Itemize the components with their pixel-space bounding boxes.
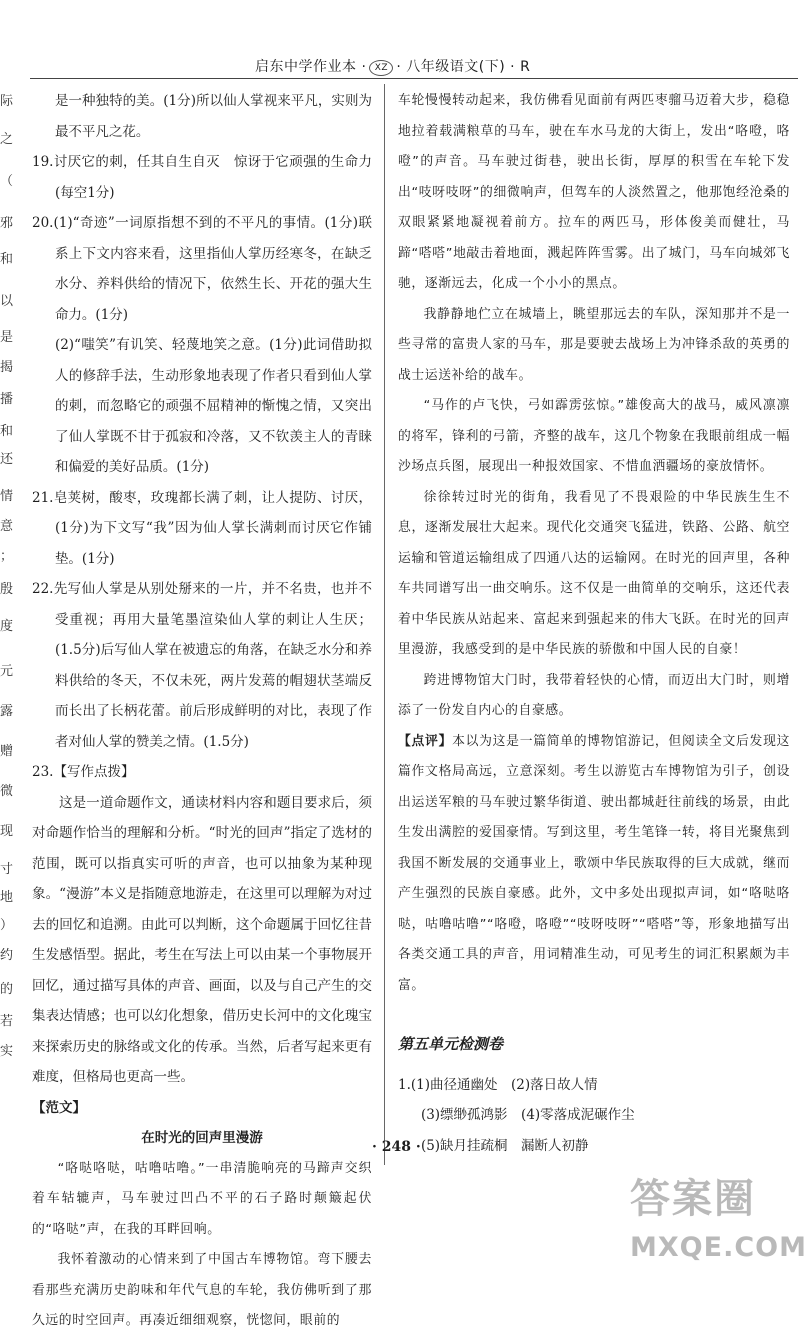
comment-label: 【点评】 bbox=[398, 733, 453, 749]
margin-fragment: ； bbox=[0, 549, 14, 564]
margin-fragment: 露 bbox=[0, 704, 14, 719]
margin-fragment: 揭 bbox=[0, 360, 14, 375]
answer-item: 21.皂荚树，酸枣，玫瑰都长满了刺，让人提防、讨厌，(1分)为下文写“我”因为仙人掌长满刺而讨厌它作铺垫。(1分) bbox=[32, 489, 372, 567]
margin-fragment: 赠 bbox=[0, 744, 14, 759]
essay-paragraph: 徐徐转过时光的街角，我看见了不畏艰险的中华民族生生不息，逐渐发展壮大起来。现代化交通突飞猛进，铁路、公路、航空运输和管道运输组成了四通八达的运输网。在时光的回声里，各种车共同谱写出一曲交响乐。这不仅是一曲简单的交响乐，这还代表着中华民族从站起来、富起来到强起来的伟大飞跃。在时光的回声里漫游，我感受到的是中华民族的骄傲和中国人民的自豪！ bbox=[398, 489, 790, 657]
margin-fragment: 意 bbox=[0, 519, 14, 534]
essay-paragraph-part: 我怀着激动的心情来到了中国古车博物馆。弯下腰去看那些充满历史韵味和年代气息的车轮，我仿佛听到了那久远的时空回声。再凑近细细观察，恍惚间，眼前的 bbox=[32, 1252, 372, 1328]
margin-fragment: 现 bbox=[0, 824, 14, 839]
margin-fragment: 以 bbox=[0, 294, 14, 309]
margin-fragment: 微 bbox=[0, 784, 14, 799]
page-header bbox=[255, 56, 530, 76]
margin-fragment: 之 bbox=[0, 132, 14, 147]
margin-fragment: 元 bbox=[0, 664, 14, 679]
essay-paragraph-split bbox=[32, 1245, 372, 1337]
answer-item: 是一种独特的美。(1分)所以仙人掌视来平凡，实则为最不平凡之花。 bbox=[54, 93, 372, 140]
margin-fragment: 的 bbox=[0, 982, 14, 997]
answer-item: (2)“嗤笑”有讥笑、轻蔑地笑之意。(1分)此词借助拟人的修辞手法，生动形象地表现了作者只看到仙人掌的刺，而忽略它的顽强不屈精神的惭愧之情，又突出了仙人掌既不甘于孤寂和冷落，又不钦羡主人的青睐和偏爱的美好品质。(1分) bbox=[54, 337, 372, 475]
answer-item: 19.讨厌它的刺，任其自生自灭 惊讶于它顽强的生命力(每空1分) bbox=[32, 154, 372, 201]
essay-title: 在时光的回声里漫游 bbox=[141, 1130, 263, 1146]
essay-paragraph-continued: 车轮慢慢转动起来，我仿佛看见面前有两匹枣骝马迈着大步，稳稳地拉着载满粮草的马车，驶在车水马龙的大街上，发出“咯噔，咯噔”的声音。马车驶过街巷，驶出长街，厚厚的积雪在车轮下发出“吱呀吱呀”的细微响声，但驾车的人淡然置之，他那饱经沧桑的双眼紧紧地凝视着前方。拉车的两匹马，形体俊美而健壮，马蹄“嗒嗒”地敲击着地面，溅起阵阵雪雾。出了城门，马车向城郊飞驰，逐渐远去，化成一个小小的黑点。 bbox=[398, 93, 790, 291]
header-prefix: 启东中学作业本 · bbox=[255, 59, 367, 75]
margin-fragment: 际 bbox=[0, 94, 14, 109]
margin-fragment: 还 bbox=[0, 452, 14, 467]
essay-label: 【范文】 bbox=[32, 1099, 86, 1116]
header-rule bbox=[30, 78, 798, 79]
answer-line: (3)缥缈孤鸿影 (4)零落成泥碾作尘 bbox=[420, 1107, 635, 1123]
answer-line: (5)缺月挂疏桐 漏断人初静 bbox=[420, 1137, 589, 1154]
margin-fragment: ） bbox=[0, 918, 14, 933]
margin-fragment: 情 bbox=[0, 489, 14, 504]
margin-fragment: 实 bbox=[0, 1044, 14, 1059]
answer-line: 1.(1)曲径通幽处 (2)落日故人情 bbox=[398, 1076, 598, 1093]
watermark-logo bbox=[630, 1168, 806, 1276]
margin-fragment: 和 bbox=[0, 424, 14, 439]
margin-fragment: 和 bbox=[0, 252, 14, 267]
answer-item: 23.【写作点拨】 bbox=[32, 764, 135, 780]
publisher-logo-icon: XZ bbox=[369, 60, 393, 76]
right-column bbox=[398, 86, 790, 1161]
margin-fragment: 度 bbox=[0, 619, 14, 634]
margin-fragment: 若 bbox=[0, 1014, 14, 1029]
essay-paragraph: “马作的卢飞快，弓如霹雳弦惊。”雄俊高大的战马，威风凛凛的将军，锋利的弓箭，齐整的战车，这几个物象在我眼前组成一幅沙场点兵图，展现出一种报效国家、不惜血洒疆场的豪放情怀。 bbox=[398, 398, 790, 474]
essay-paragraph: 我静静地伫立在城墙上，眺望那远去的车队，深知那并不是一些寻常的富贵人家的马车，那是要驶去战场上为冲锋杀敌的英勇的战士运送补给的战车。 bbox=[398, 306, 790, 383]
margin-fragment: 地 bbox=[0, 890, 14, 905]
answer-item: 这是一道命题作文，通读材料内容和题目要求后，须对命题作恰当的理解和分析。“时光的回声”指定了选材的范围，既可以指真实可听的声音，也可以抽象为某种现象。“漫游”本义是指随意地游走，在这里可以理解为对过去的回忆和追溯。由此可以判断，这个命题属于回忆往昔生发感悟型。据此，考生在写法上可以由某一个事物展开回忆，通过描写具体的声音、画面，以及与自己产生的交集表达情感；也可以幻化想象，借历史长河中的文化瑰宝来探索历史的脉络或文化的传承。当然，后者写起来更有难度，但格局也更高一些。 bbox=[32, 794, 372, 1085]
column-divider bbox=[384, 84, 385, 1165]
margin-fragment: 殷 bbox=[0, 582, 14, 597]
watermark-top-text: 答案圈 bbox=[630, 1176, 756, 1222]
left-column bbox=[32, 86, 372, 1337]
margin-fragment: 寸 bbox=[0, 862, 14, 877]
margin-fragment: 约 bbox=[0, 948, 14, 963]
header-suffix: · 八年级语文(下) · R bbox=[396, 59, 531, 75]
answer-item: 20.(1)“奇迹”一词原指想不到的不平凡的事情。(1分)联系上下文内容来看，这里指仙人掌历经寒冬，在缺乏水分、养料供给的情况下，依然生长、开花的强大生命力。(1分) bbox=[32, 215, 372, 323]
watermark-bottom-text: MXQE.COM bbox=[630, 1232, 807, 1263]
margin-fragment: 是 bbox=[0, 330, 14, 345]
comment-text: 本以为这是一篇简单的博物馆游记，但阅读全文后发现这篇作文格局高远，立意深刻。考生以游览古车博物馆为引子，创设出运送军粮的马车驶过繁华街道、驶出都城赶往前线的场景，由此生发出满腔的爱国豪情。写到这里，考生笔锋一转，将目光聚焦到我国不断发展的交通事业上，歌颂中华民族取得的巨大成就，继而产生强烈的民族自豪感。此外，文中多处出现拟声词，如“咯哒咯哒，咕噜咕噜”“咯噔，咯噔”“吱呀吱呀”“嗒嗒”等，形象地描写出各类交通工具的声音，用词精准生动，可见考生的词汇积累颇为丰富。 bbox=[398, 733, 791, 993]
essay-paragraph: “咯哒咯哒，咕噜咕噜。”一串清脆响亮的马蹄声交织着车轱辘声，马车驶过凹凸不平的石子路时颠簸起伏的“咯哒”声，在我的耳畔回响。 bbox=[32, 1160, 372, 1237]
essay-paragraph: 跨进博物馆大门时，我带着轻快的心情，而迈出大门时，则增添了一份发自内心的自豪感。 bbox=[398, 672, 790, 718]
page-number: · 248 · bbox=[372, 1139, 421, 1155]
margin-fragment: 邪 bbox=[0, 216, 14, 231]
section-title: 第五单元检测卷 bbox=[398, 1035, 504, 1053]
comment bbox=[398, 727, 790, 1002]
margin-fragment: （ bbox=[0, 174, 14, 189]
answer-item: 22.先写仙人掌是从别处掰来的一片，并不名贵，也并不受重视；再用大量笔墨渲染仙人掌的刺让人生厌；(1.5分)后写仙人掌在被遗忘的角落，在缺乏水分和养料供给的冬天，不仅未死，两片发蔫的帽翅状茎端反而长出了长柄花蕾。前后形成鲜明的对比，表现了作者对仙人掌的赞美之情。(1.5分) bbox=[32, 581, 372, 750]
margin-fragment: 播 bbox=[0, 392, 14, 407]
